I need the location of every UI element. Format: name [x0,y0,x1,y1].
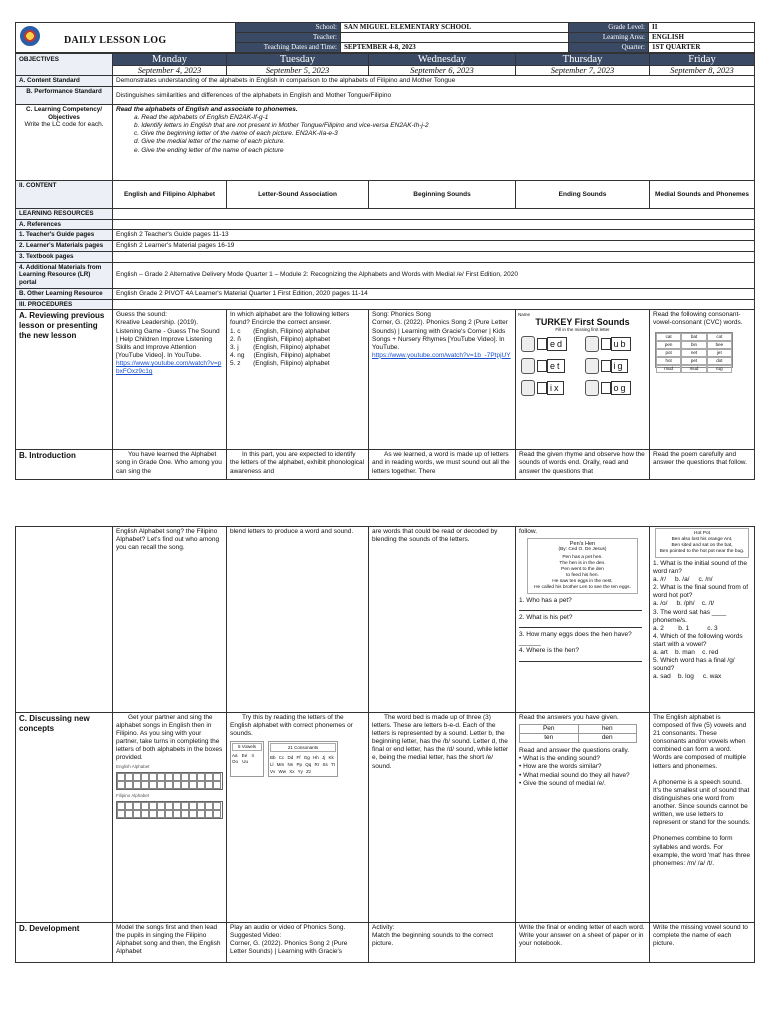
date-thursday: September 7, 2023 [516,66,650,76]
tg-label: 1. Teacher's Guide pages [16,230,113,241]
content-monday: English and Filipino Alphabet [113,181,227,209]
poem-line: Ben pointed to the hot pot near the bug. [659,549,745,554]
competency-item: c. Give the beginning letter of the name of each picture. EN2AK-IIa-e-3 [134,130,338,138]
poem-line: Ben sited and sat on the bat, [671,543,733,548]
area-value: ENGLISH [649,33,755,43]
picture-icon [585,358,599,374]
intro2-wednesday: are words that could be read or decoded by blending the sounds of the letters. [369,527,516,713]
deped-seal-icon [20,26,40,46]
rhyme-line: Pen has a pet hen. [562,555,603,561]
day-wednesday: Wednesday [369,54,516,66]
word-ending: ed [547,337,567,351]
rhyme-line: Pen went to the den [561,567,604,573]
answer-line [519,622,642,628]
develop-label: D. Development [16,923,113,963]
review-wednesday-link[interactable]: https://www.youtube.com/watch?v=1b_-7PtpjUY [372,351,511,359]
cvc-word: rug [707,365,732,373]
english-alphabet-boxes [116,772,223,790]
review-friday [650,310,755,450]
discuss-tuesday-text: Try this by reading the letters of the English alphabet with correct phonemes or sounds. [230,714,353,738]
date-wednesday: September 6, 2023 [369,66,516,76]
picture-icon [521,358,535,374]
tb-label: 3. Textbook pages [16,252,113,263]
cvc-word: pen [656,341,681,349]
intro-friday: Read the poem carefully and answer the questions that follow. [650,450,755,480]
worksheet-item [585,358,645,374]
competency-label-cell [16,105,113,181]
procedures-empty [113,299,755,310]
discuss-monday-text: Get your partner and sing the alphabet songs in English then in Filipino. As you sing with your partner, take turns in completing the letters of both alphabets in the boxes provided. [116,714,223,762]
objectives-label: OBJECTIVES [16,54,113,76]
content-standard-text: Demonstrates understanding of the alphabets in English in comparison to the alphabets of Filipino and Mother Tongue [113,76,755,87]
picture-icon [585,380,599,396]
answer-table [519,724,637,743]
poem-box [655,528,749,558]
develop-thursday: Write the final or ending letter of each word. Write your answer on a sheet of paper or in your notebook. [516,923,650,963]
rhyme-author: (By: Ced O. De Jesus) [558,547,607,553]
blank-box [601,338,611,350]
blank-box [601,382,611,394]
day-monday: Monday [113,54,227,66]
answer-cell: Pen [520,725,579,734]
intro-tuesday: In this part, you are expected to identify the letters of the alphabet, exhibit phonological awareness and [227,450,369,480]
review-tuesday-item: 2. ñ (English, Filipino) alphabet [230,335,331,343]
discuss-label: C. Discussing new concepts [16,713,113,923]
date-tuesday: September 5, 2023 [227,66,369,76]
answer-line [519,605,642,611]
cvc-word: cat [656,333,681,341]
worksheet-item [521,380,581,396]
dates-label: Teaching Dates and Time: [236,43,341,53]
tb-value [113,252,755,263]
consonants-box [268,741,338,777]
worksheet-item [521,358,581,374]
review-wednesday-text: Song: Phonics Song Corner, G. (2022). Phonics Song 2 (Pure Letter Sounds) | Learning with Gracie's Corner | Kids Songs + Nursery Rhymes [YouTube Video]. In YouTube. [372,311,508,351]
review-tuesday-lead: In which alphabet are the following letters found? Encircle the correct answer. [230,311,350,327]
intro2-monday: English Alphabet song? the Filipino Alphabet? Let's find out who among you can recall the song. [113,527,227,713]
cvc-word: dot [707,357,732,365]
answer-cell: hen [578,725,637,734]
poem-line: Ben also lost his orange Ant, [671,537,733,542]
vowels-box [230,741,264,777]
review-monday [113,310,227,450]
cvc-word: pot [656,349,681,357]
consonants-title: 21 Consonants [270,743,336,752]
poem-title: Hot Pot [694,531,710,536]
english-alphabet-caption: English Alphabet [116,763,150,769]
rhyme-question: 3. How many eggs does the hen have? ______ [519,631,632,647]
picture-icon [585,336,599,352]
review-tuesday-item: 1. c (English, Filipino) alphabet [230,327,330,335]
references-label: A. References [16,219,113,230]
review-wednesday [369,310,516,450]
cvc-word: jet [707,349,732,357]
content-standard-label: A. Content Standard [16,76,113,87]
intro2-tuesday: blend letters to produce a word and sound. [227,527,369,713]
grade-label: Grade Level: [569,23,649,33]
develop-tuesday: Play an audio or video of Phonics Song. Suggested Video: Corner, G. (2022). Phonics Song 2 (Pure Letter Sounds) | Learning with Gracie's [227,923,369,963]
word-ending: ub [611,337,631,351]
lr-label: 4. Additional Materials from Learning Resource (LR) portal [16,262,113,288]
discuss-thursday-questions: Read and answer the questions orally. • What is the ending sound? • How are the words similar? • What medial sound do they all have? • Give the sound of medial /e/. [519,747,630,787]
day-tuesday: Tuesday [227,54,369,66]
review-friday-text: Read the following consonant-vowel-consonant (CVC) words. [653,311,743,327]
content-wednesday: Beginning Sounds [369,181,516,209]
competency-item: d. Give the medial letter of the name of each picture. [134,138,286,146]
lr-value: English – Grade 2 Alternative Delivery Mode Quarter 1 – Module 2: Recognizing the Alphabets and Words with Medial /e/ First Edition, 2020 [113,262,755,288]
cvc-word: bee [707,341,732,349]
rhyme-question: 2. What is his pet? [519,614,573,622]
develop-wednesday: Activity: Match the beginning sounds to the correct picture. [369,923,516,963]
day-thursday: Thursday [516,54,650,66]
picture-icon [521,380,535,396]
cvc-word: pet [681,357,706,365]
cvc-word: mud [681,365,706,373]
intro-label: B. Introduction [16,450,113,480]
word-ending: ig [611,359,628,373]
review-tuesday-item: 3. j (English, Filipino) alphabet [230,343,330,351]
competency-lead: Read the alphabets of English and associate to phonemes. [116,106,298,114]
worksheet-subtitle: Fill in the missing first letter [555,327,610,333]
content-tuesday: Letter-Sound Association [227,181,369,209]
teacher-label: Teacher: [236,33,341,43]
discuss-friday: The English alphabet is composed of five (5) vowels and 21 consonants. These consonants and/or vowels when combined can form a word. Words are composed of multiple letters and phonemes. A phoneme is a speech sound. It's the smallest unit of sound that distinguishes one word from another. Since sounds cannot be written, we use letters to represent or stand for the sounds. Phonemes combine to form syllables and words. For example, the word 'mat' has three phonemes: /m/ /a/ /t/. [650,713,755,923]
review-thursday [516,310,650,450]
intro2-thursday-text: follow. [519,528,538,535]
references-empty [113,219,755,230]
competency-note: Write the LC code for each. [24,121,104,129]
vowels-letters: Aa Ee Ii Oo Uu [232,753,254,765]
blank-box [537,360,547,372]
page-one [15,22,754,485]
school-value: SAN MIGUEL ELEMENTARY SCHOOL [341,23,569,33]
review-monday-text: Guess the sound: Kreative Leadership. (2019). Listening Game - Guess The Sound | Help Children Improve Listening Skills and Improve Attention [YouTube Video]. In YouTube. [116,311,220,359]
other-label: B. Other Learning Resource [16,288,113,299]
grade-value: II [649,23,755,33]
quarter-label: Quarter: [569,43,649,53]
worksheet-name-label: Name [518,312,531,318]
word-ending: og [611,381,631,395]
rhyme-box [527,538,638,594]
resources-empty [113,209,755,220]
answer-line [519,656,642,662]
answer-cell: ten [520,734,579,743]
filipino-alphabet-boxes [116,801,223,819]
performance-standard-text: Distinguishes similarities and differences of the alphabets in English and Mother Tongue/Filipino [113,87,755,105]
cvc-word: cot [707,333,732,341]
rhyme-line: to feed his hen. [566,573,599,579]
consonants-letters: Bb Cc Dd Ff Gg Hh Jj Kk Ll Mm Nn Pp Qq Rr Ss Tt Vv Ww Xx Yy Zz [270,755,335,775]
tg-value: English 2 Teacher's Guide pages 11-13 [113,230,755,241]
lm-value: English 2 Learner's Material pages 16-19 [113,241,755,252]
cvc-word: hot [656,357,681,365]
competency-cell [113,105,755,181]
review-monday-link[interactable]: https://www.youtube.com/watch?v=pbxFOxz9c1g [116,359,222,376]
rhyme-line: The hen is in the den. [559,561,606,567]
resources-label: LEARNING RESOURCES [16,209,113,220]
rhyme-line: He saw ten eggs in the nest. [552,579,613,585]
worksheet-item [585,380,645,396]
poem-questions: 1. What is the initial sound of the word ran? a. /r/ b. /a/ c. /n/ 2. What is the final sound from of word hot pot? a. /o/ b. /ph/ c. /t/ 3. The word sat has ____ phoneme/s. a. 2 b. 1 c. 3 4. Which of the following words start with a vowel? a. art b. man c. red 5. Which word has a final /g/ sound? a. sad b. log c. wax [653,560,749,681]
other-value: English Grade 2 PIVOT 4A Learner's Material Quarter 1 First Edition, 2020 pages 11-14 [113,288,755,299]
school-label: School: [236,23,341,33]
review-tuesday [227,310,369,450]
worksheet-item [585,336,645,352]
filipino-alphabet-caption: Filipino Alphabet [116,792,150,798]
intro2-label-empty [16,527,113,713]
page-two [15,526,754,981]
word-ending: et [547,359,565,373]
discuss-thursday-lead: Read the answers you have given. [519,714,619,721]
discuss-wednesday: The word bed is made up of three (3) letters. These are letters b-e-d. Each of the letters is represented by a sound. Letter b, the beginning letter, has the /b/ sound. Letter d, the final or end letter, has the /d/ sound, while letter e, being the medial letter, has the short /e/ sound. [369,713,516,923]
area-label: Learning Area: [569,33,649,43]
review-label: A. Reviewing previous lesson or presenting the new lesson [16,310,113,450]
competency-item: e. Give the ending letter of the name of each picture [134,146,284,154]
alphabet-chart [230,741,365,777]
rhyme-question: 1. Who has a pet? [519,597,572,605]
day-friday: Friday [650,54,755,66]
dates-value: SEPTEMBER 4-8, 2023 [341,43,569,53]
intro-wednesday: As we learned, a word is made up of letters and in reading words, we must sound out all the letters together. There [369,450,516,480]
competency-label: C. Learning Competency/ Objectives [26,106,102,121]
date-friday: September 8, 2023 [650,66,755,76]
worksheet-title: TURKEY First Sounds [535,317,630,328]
content-friday: Medial Sounds and Phonemes [650,181,755,209]
discuss-monday [113,713,227,923]
header-table [15,22,755,53]
cvc-word: bin [681,341,706,349]
blank-box [537,338,547,350]
competency-item: a. Read the alphabets of English EN2AK-If-g-1 [134,114,269,122]
header-logo-cell [16,23,236,53]
log-title: DAILY LESSON LOG [64,35,167,46]
competency-item: b. Identify letters in English that are not present in Mother Tongue/Filipino and vice-versa EN2AK-Ih-j-2 [134,122,429,130]
intro-monday: You have learned the Alphabet song in Grade One. Who among you can sing the [113,450,227,480]
teacher-value [341,33,569,43]
blank-box [537,382,547,394]
lm-label: 2. Learner's Materials pages [16,241,113,252]
date-monday: September 4, 2023 [113,66,227,76]
quarter-value: 1ST QUARTER [649,43,755,53]
intro2-thursday [516,527,650,713]
worksheet-grid [518,336,647,396]
develop-friday: Write the missing vowel sound to complete the name of each picture. [650,923,755,963]
procedures-label: III. PROCEDURES [16,299,113,310]
review-tuesday-item: 4. ng (English, Filipino) alphabet [230,351,331,359]
cvc-word: bat [681,333,706,341]
content-label: II. CONTENT [16,181,113,209]
rhyme-question: 4. Where is the hen? [519,647,579,655]
competency-list [116,114,751,154]
intro-thursday: Read the given rhyme and observe how the sounds of words end. Orally, read and answer the questions that [516,450,650,480]
vowels-title: 5 Vowels [232,743,262,751]
lesson-table [15,53,755,480]
cvc-word-grid [655,332,733,371]
answer-cell: den [578,734,637,743]
lesson-table-continued [15,526,755,963]
rhyme-title: Pen's Hen [569,541,596,548]
discuss-tuesday [227,713,369,923]
content-thursday: Ending Sounds [516,181,650,209]
cvc-word: net [681,349,706,357]
discuss-thursday [516,713,650,923]
intro2-friday [650,527,755,713]
rhyme-line: He called his brother Len to see the ten eggs. [534,585,631,591]
performance-standard-label: B. Performance Standard [16,87,113,105]
cvc-word: mud [656,365,681,373]
blank-box [601,360,611,372]
develop-monday: Model the songs first and then lead the pupils in singing the Filipino Alphabet song and then, the English Alphabet [113,923,227,963]
word-ending: ix [547,381,564,395]
worksheet-item [521,336,581,352]
review-tuesday-item: 5. z (English, Filipino) alphabet [230,359,330,367]
picture-icon [521,336,535,352]
